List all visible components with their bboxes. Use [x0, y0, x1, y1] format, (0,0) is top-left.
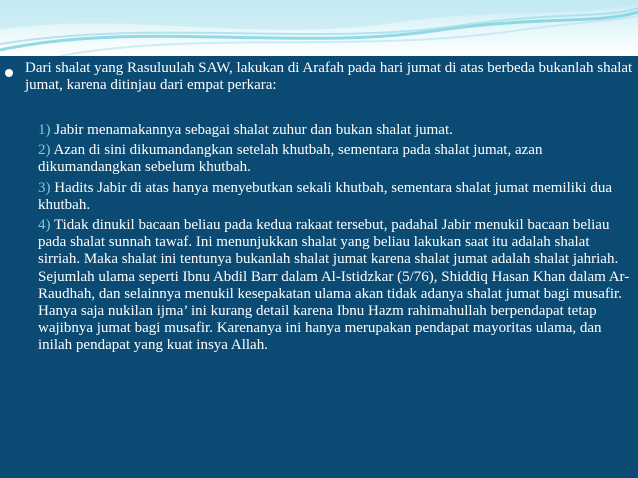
list-item: [38, 180, 630, 214]
point-number: 4): [38, 217, 51, 234]
point-number: 1): [38, 122, 51, 138]
point-text: Tidak dinukil bacaan beliau pada kedua rakaat tersebut, padahal Jabir menukil bacaan beliau pada shalat sunnah tawaf. Ini menunjukkan shalat yang beliau lakukan saat itu adalah shalat sirriah. Maka shalat ini tentunya bukanlah shalat jumat karena shalat jumat adalah shalat jahriah.: [38, 217, 619, 268]
point-number: 3): [38, 179, 51, 196]
header-wave-decoration: [0, 0, 638, 56]
bullet-dot-icon: [5, 69, 13, 77]
list-item: [38, 217, 630, 269]
list-item: [38, 142, 630, 176]
point-list: [38, 122, 630, 355]
intro-text: Dari shalat yang Rasuluulah SAW, lakukan di Arafah pada hari jumat di atas berbeda bukanlah shalat jumat, karena ditinjau dari empat perkara:: [25, 60, 633, 93]
point-number: 2): [38, 142, 51, 159]
slide-content: [0, 56, 638, 478]
list-item: [38, 122, 630, 139]
wave-graphic: [0, 0, 638, 56]
point-text: Jabir menamakannya sebagai shalat zuhur dan bukan shalat jumat.: [54, 122, 453, 138]
closing-paragraph: Sejumlah ulama seperti Ibnu Abdil Barr dalam Al-Istidzkar (5/76), Shiddiq Hasan Khan dalam Ar-Raudhah, dan selainnya menukil kesepakatan ulama akan tidak adanya shalat jumat bagi musafir. Hanya saja nukilan ijma’ ini kurang detail karena Ibnu Hazm rahimahullah berpendapat tetap wajibnya jumat bagi musafir. Karenanya ini hanya merupakan pendapat mayoritas ulama, dan inilah pendapat yang kuat insya Allah.: [38, 268, 630, 354]
point-text: Azan di sini dikumandangkan setelah khutbah, sementara pada shalat jumat, azan dikumandangkan sebelum khutbah.: [38, 142, 543, 176]
point-text: Hadits Jabir di atas hanya menyebutkan sekali khutbah, sementara shalat jumat memiliki dua khutbah.: [38, 179, 613, 213]
